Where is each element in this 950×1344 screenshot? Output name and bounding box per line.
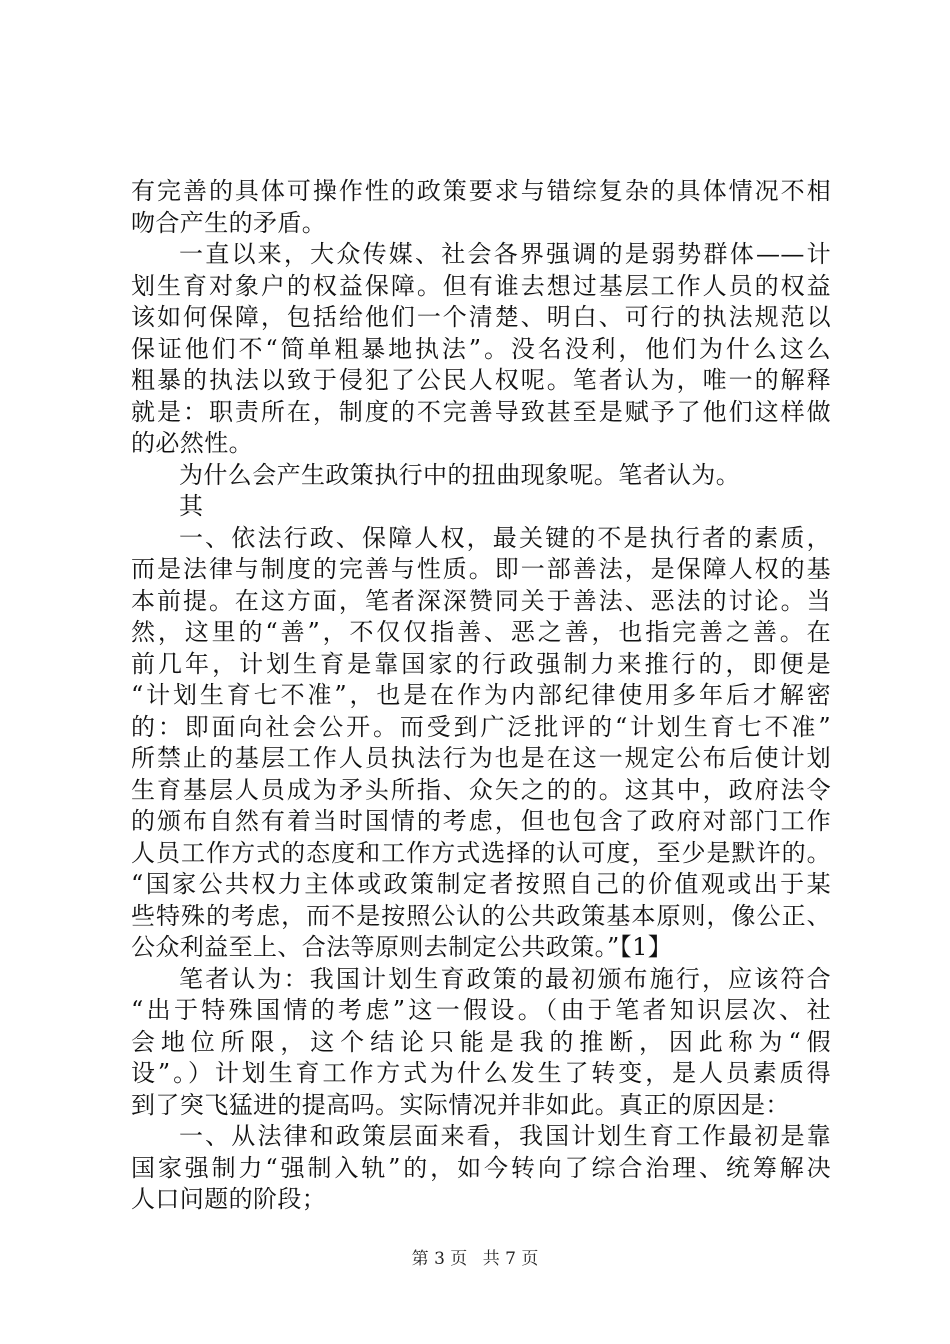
text-line: 本前提。在这方面，笔者深深赞同关于善法、恶法的讨论。当	[131, 586, 831, 615]
text-line: 保证他们不“简单粗暴地执法”。没名没利，他们为什么这么	[131, 334, 831, 363]
text-line: 一、依法行政、保障人权，最关键的不是执行者的素质，	[179, 523, 831, 552]
text-line: 所禁止的基层工作人员执法行为也是在这一规定公布后使计划	[131, 744, 831, 772]
page-number: 第 3 页	[411, 1249, 468, 1269]
text-line: 吻合产生的矛盾。	[131, 208, 327, 237]
text-line: 而是法律与制度的完善与性质。即一部善法，是保障人权的基	[131, 555, 831, 583]
text-line: “国家公共权力主体或政策制定者按照自己的价值观或出于某	[131, 870, 831, 898]
document-body	[131, 176, 831, 1216]
text-line: 就是：职责所在，制度的不完善导致甚至是赋予了他们这样做	[131, 397, 831, 426]
text-line: 一、从法律和政策层面来看，我国计划生育工作最初是靠	[179, 1122, 831, 1150]
text-line: 一直以来，大众传媒、社会各界强调的是弱势群体——计	[179, 240, 831, 268]
text-line: 人员工作方式的态度和工作方式选择的认可度，至少是默许的。	[131, 838, 831, 867]
text-line: 粗暴的执法以致于侵犯了公民人权呢。笔者认为，唯一的解释	[131, 366, 831, 394]
text-line: 为什么会产生政策执行中的扭曲现象呢。笔者认为。	[179, 460, 741, 489]
text-line: 公众利益至上、合法等原则去制定公共政策。”【1】	[131, 933, 673, 961]
text-line: “计划生育七不准”，也是在作为内部纪律使用多年后才解密	[131, 681, 831, 709]
text-line: 设”。）计划生育工作方式为什么发生了转变，是人员素质得	[131, 1059, 831, 1087]
text-line: 的必然性。	[131, 429, 253, 457]
text-line: 笔者认为：我国计划生育政策的最初颁布施行，应该符合	[179, 964, 831, 993]
text-line: 其	[179, 492, 204, 520]
text-line: 划生育对象户的权益保障。但有谁去想过基层工作人员的权益	[131, 271, 831, 300]
text-line: 到了突飞猛进的提高吗。实际情况并非如此。真正的原因是：	[131, 1090, 790, 1119]
text-line: 人口问题的阶段；	[131, 1185, 327, 1213]
text-line: 的颁布自然有着当时国情的考虑，但也包含了政府对部门工作	[131, 807, 831, 835]
text-line: 前几年，计划生育是靠国家的行政强制力来推行的，即便是	[131, 649, 831, 678]
text-line: 该如何保障，包括给他们一个清楚、明白、可行的执法规范以	[131, 303, 831, 331]
text-line: 有完善的具体可操作性的政策要求与错综复杂的具体情况不相	[131, 177, 831, 205]
text-line: “出于特殊国情的考虑”这一假设。（由于笔者知识层次、社	[131, 996, 831, 1024]
page-total: 共 7 页	[482, 1249, 539, 1269]
page-footer	[0, 1244, 950, 1269]
text-line: 些特殊的考虑，而不是按照公认的公共政策基本原则，像公正、	[131, 901, 831, 930]
text-line: 国家强制力“强制入轨”的，如今转向了综合治理、统筹解决	[131, 1153, 831, 1182]
text-line: 会地位所限，这个结论只能是我的推断，因此称为“假	[131, 1027, 831, 1056]
text-line: 生育基层人员成为矛头所指、众矢之的的。这其中，政府法令	[131, 775, 831, 804]
text-line: 的：即面向社会公开。而受到广泛批评的“计划生育七不准”	[131, 712, 831, 741]
text-line: 然，这里的“善”，不仅仅指善、恶之善，也指完善之善。在	[131, 618, 831, 646]
